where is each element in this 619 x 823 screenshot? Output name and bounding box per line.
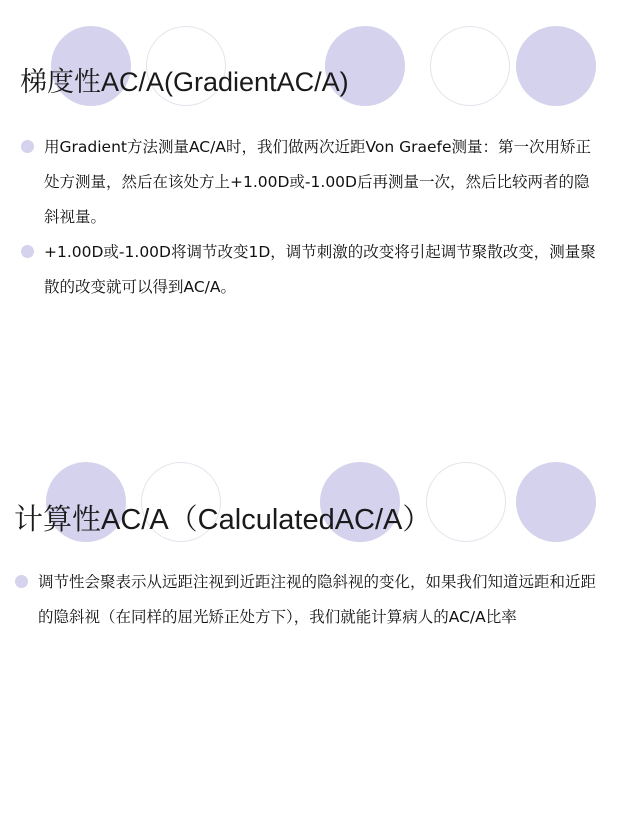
- slide-gradient-ac-a: [0, 0, 619, 410]
- decor-circle: [430, 26, 510, 106]
- bullet-text: 调节性会聚表示从远距注视到近距注视的隐斜视的变化，如果我们知道远距和近距的隐斜视（在同样的屈光矫正处方下），我们就能计算病人的AC/A比率: [38, 573, 597, 626]
- bullet-list: [14, 565, 600, 635]
- bullet-dot-icon: [15, 575, 28, 588]
- bullet-dot-icon: [21, 140, 34, 153]
- bullet-item: [20, 130, 598, 235]
- bullet-dot-icon: [21, 245, 34, 258]
- bullet-item: [20, 235, 598, 305]
- slide-title: 计算性AC/A（CalculatedAC/A）: [14, 504, 432, 536]
- bullet-list: [20, 130, 598, 305]
- decor-circle: [516, 462, 596, 542]
- decor-circle: [426, 462, 506, 542]
- decor-circle: [516, 26, 596, 106]
- bullet-text: 用Gradient方法测量AC/A时，我们做两次近距Von Graefe测量：第一次用矫正处方测量，然后在该处方上+1.00D或-1.00D后再测量一次，然后比较两者的隐斜视量。: [44, 138, 591, 226]
- bullet-item: [14, 565, 600, 635]
- slide-calculated-ac-a: [0, 440, 619, 823]
- bullet-text: +1.00D或-1.00D将调节改变1D，调节刺激的改变将引起调节聚散改变，测量聚散的改变就可以得到AC/A。: [44, 243, 596, 296]
- slide-title: 梯度性AC/A(GradientAC/A): [20, 67, 349, 97]
